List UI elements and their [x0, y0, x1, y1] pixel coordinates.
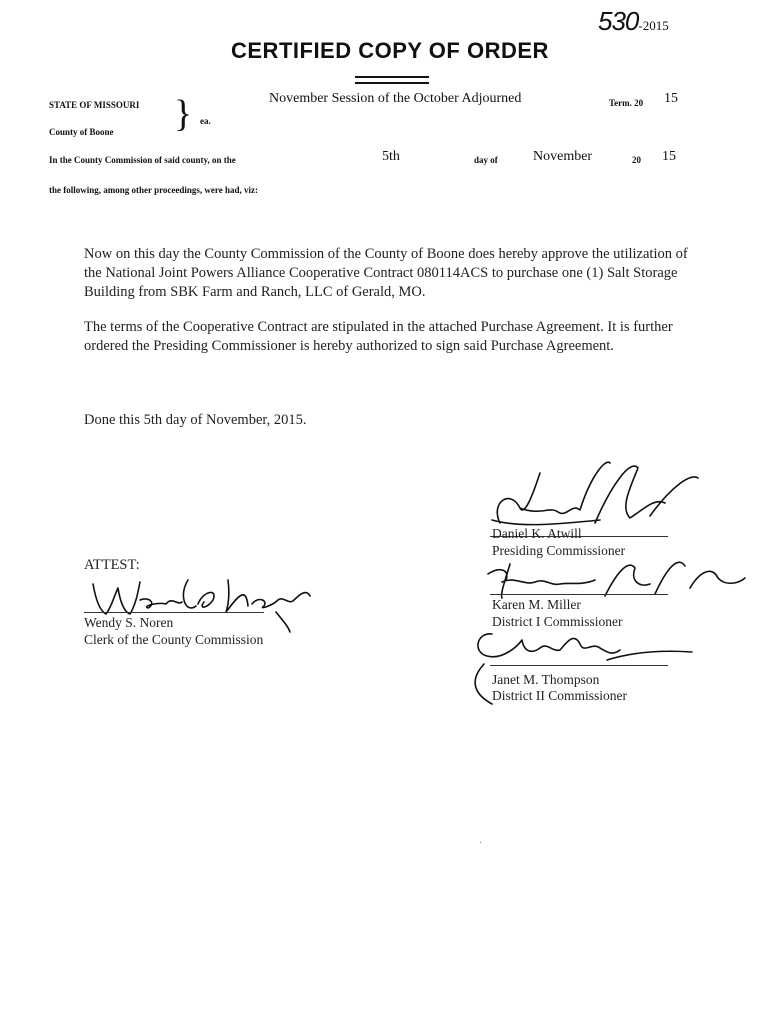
atwill-name: Daniel K. Atwill	[492, 526, 582, 541]
day-of-label: day of	[474, 155, 498, 165]
ea-label: ea.	[200, 116, 211, 126]
miller-name: Karen M. Miller	[492, 597, 581, 612]
noren-title: Clerk of the County Commission	[84, 632, 264, 647]
order-number-handwritten: 530	[598, 6, 639, 36]
order-number-year: -2015	[638, 18, 669, 33]
state-label: STATE OF MISSOURI	[49, 100, 140, 110]
day-value: 5th	[382, 149, 400, 164]
attest-label: ATTEST:	[84, 557, 140, 573]
year-value: 15	[662, 149, 676, 164]
order-number	[598, 6, 669, 37]
commission-line: In the County Commission of said county, on the	[49, 155, 236, 165]
stray-mark	[480, 842, 481, 843]
signature-line-thompson	[490, 665, 668, 666]
body-paragraph-2: The terms of the Cooperative Contract are stipulated in the attached Purchase Agreement. It is further ordered the Presiding Commissioner is hereby authorized to sign said Purchase Agreement.	[84, 319, 673, 354]
document-title: CERTIFIED COPY OF ORDER	[231, 38, 549, 63]
thompson-title: District II Commissioner	[492, 688, 627, 703]
year-prefix: 20	[632, 155, 641, 165]
atwill-title: Presiding Commissioner	[492, 543, 626, 558]
miller-title: District I Commissioner	[492, 614, 623, 629]
thompson-name: Janet M. Thompson	[492, 672, 600, 687]
title-rule-2	[355, 82, 429, 84]
title-rule-1	[355, 76, 429, 78]
noren-name: Wendy S. Noren	[84, 615, 174, 630]
term-year: 15	[664, 91, 678, 106]
month-value: November	[533, 149, 593, 164]
body-paragraph-1: Now on this day the County Commission of the County of Boone does hereby approve the utilization of the National Joint Powers Alliance Cooperative Contract 080114ACS to purchase one (1) Salt Storage Building from SBK Farm and Ranch, LLC of Gerald, MO.	[84, 246, 688, 300]
county-label: County of Boone	[49, 127, 114, 137]
session-text: November Session of the October Adjourned	[269, 91, 522, 106]
proceedings-line: the following, among other proceedings, were had, viz:	[49, 185, 258, 195]
brace: }	[174, 93, 193, 135]
term-label: Term. 20	[609, 98, 644, 108]
done-date: Done this 5th day of November, 2015.	[84, 412, 307, 428]
